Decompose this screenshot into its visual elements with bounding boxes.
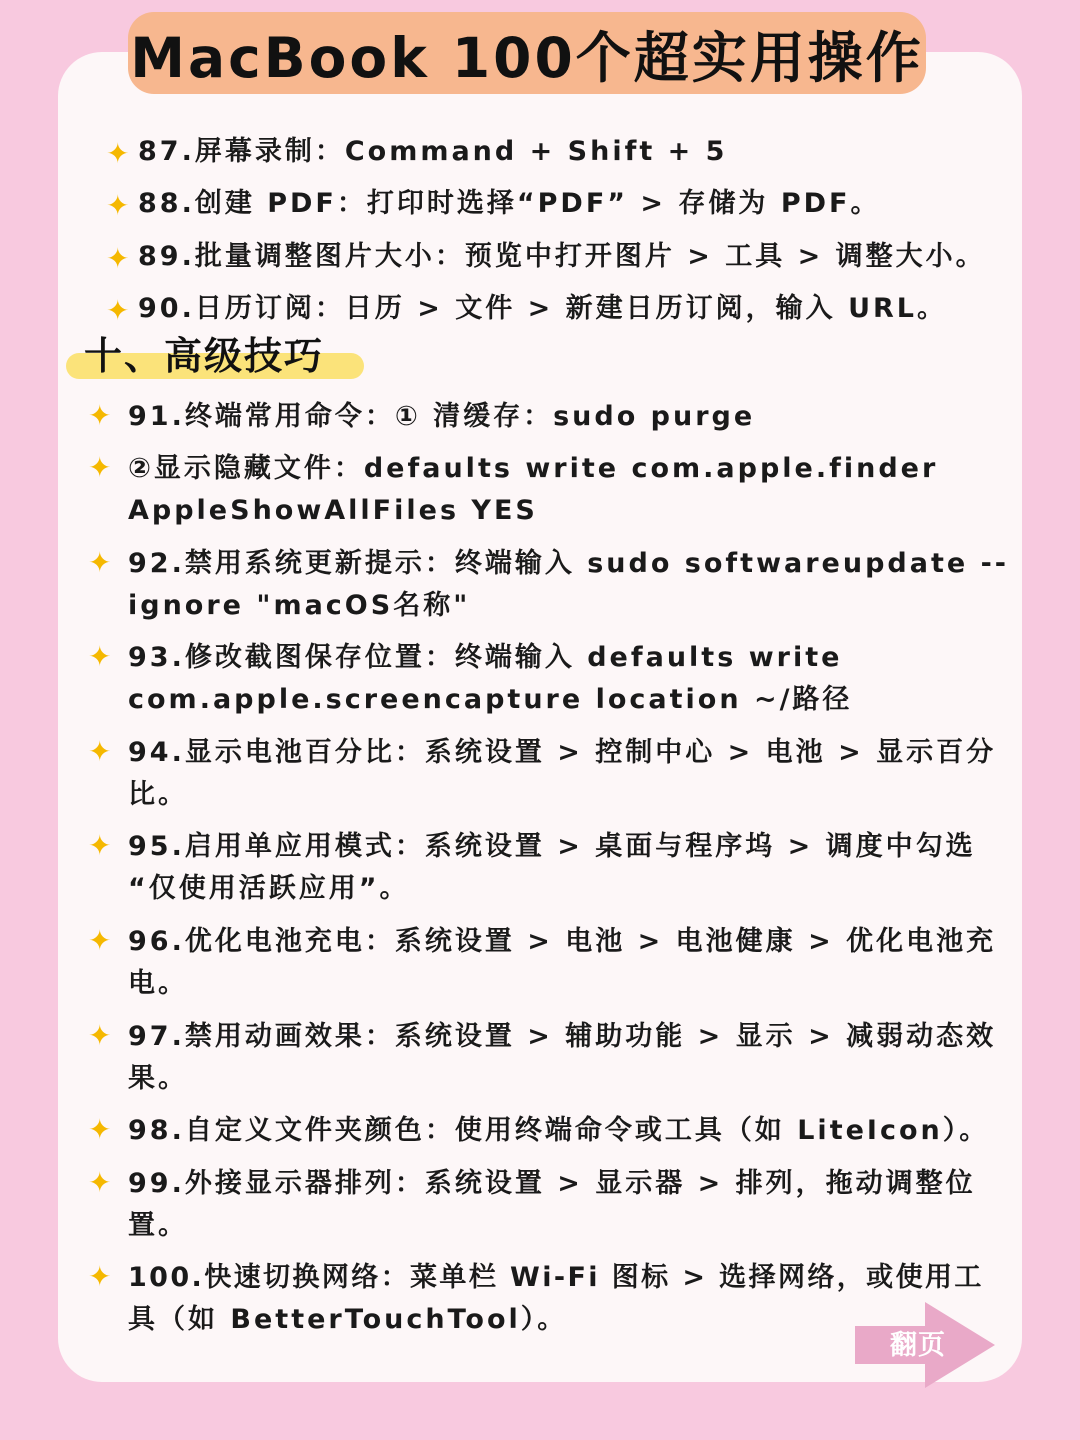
tip-item-continuation: 置。	[128, 1210, 188, 1241]
star-icon: ✦	[106, 137, 130, 170]
tip-item: 100.快速切换网络：菜单栏 Wi-Fi 图标 > 选择网络，或使用工	[128, 1262, 984, 1293]
star-icon: ✦	[88, 546, 112, 579]
tip-item-continuation: “仅使用活跃应用”。	[128, 873, 410, 904]
tip-item-continuation: ignore "macOS名称"	[128, 590, 471, 621]
tip-item: 96.优化电池充电：系统设置 > 电池 > 电池健康 > 优化电池充	[128, 926, 997, 957]
tip-item: 95.启用单应用模式：系统设置 > 桌面与程序坞 > 调度中勾选	[128, 831, 976, 862]
star-icon: ✦	[106, 189, 130, 222]
tip-item-continuation: AppleShowAllFiles YES	[128, 495, 538, 526]
star-icon: ✦	[88, 640, 112, 673]
tip-item-continuation: com.apple.screencapture location ~/路径	[128, 684, 853, 715]
tip-item: 94.显示电池百分比：系统设置 > 控制中心 > 电池 > 显示百分	[128, 737, 997, 768]
tip-item: 87.屏幕录制：Command + Shift + 5	[138, 136, 728, 167]
tip-item-continuation: 比。	[128, 779, 188, 810]
tip-item: 92.禁用系统更新提示：终端输入 sudo softwareupdate --	[128, 548, 1009, 579]
tip-item: 88.创建 PDF：打印时选择“PDF” > 存储为 PDF。	[138, 188, 881, 219]
tip-item: 99.外接显示器排列：系统设置 > 显示器 > 排列，拖动调整位	[128, 1168, 976, 1199]
star-icon: ✦	[88, 451, 112, 484]
tip-item: 98.自定义文件夹颜色：使用终端命令或工具（如 LiteIcon）。	[128, 1115, 990, 1146]
next-page-label[interactable]: 翻页	[890, 1330, 946, 1361]
tip-item: 93.修改截图保存位置：终端输入 defaults write	[128, 642, 843, 673]
star-icon: ✦	[88, 1113, 112, 1146]
tip-item: ②显示隐藏文件：defaults write com.apple.finder	[128, 453, 939, 484]
tip-item: 90.日历订阅：日历 > 文件 > 新建日历订阅，输入 URL。	[138, 293, 947, 324]
star-icon: ✦	[88, 735, 112, 768]
star-icon: ✦	[88, 1019, 112, 1052]
tip-item: 91.终端常用命令：① 清缓存：sudo purge	[128, 401, 756, 432]
star-icon: ✦	[106, 294, 130, 327]
star-icon: ✦	[106, 242, 130, 275]
tip-item: 97.禁用动画效果：系统设置 > 辅助功能 > 显示 > 减弱动态效	[128, 1021, 997, 1052]
tip-item-continuation: 果。	[128, 1063, 188, 1094]
tip-item: 89.批量调整图片大小：预览中打开图片 > 工具 > 调整大小。	[138, 241, 986, 272]
tip-item-continuation: 具（如 BetterTouchTool）。	[128, 1304, 568, 1335]
section-title: 十、高级技巧	[84, 334, 325, 378]
star-icon: ✦	[88, 1260, 112, 1293]
star-icon: ✦	[88, 924, 112, 957]
star-icon: ✦	[88, 829, 112, 862]
star-icon: ✦	[88, 399, 112, 432]
page-title: MacBook 100个超实用操作	[130, 25, 924, 90]
tip-item-continuation: 电。	[128, 968, 188, 999]
star-icon: ✦	[88, 1166, 112, 1199]
